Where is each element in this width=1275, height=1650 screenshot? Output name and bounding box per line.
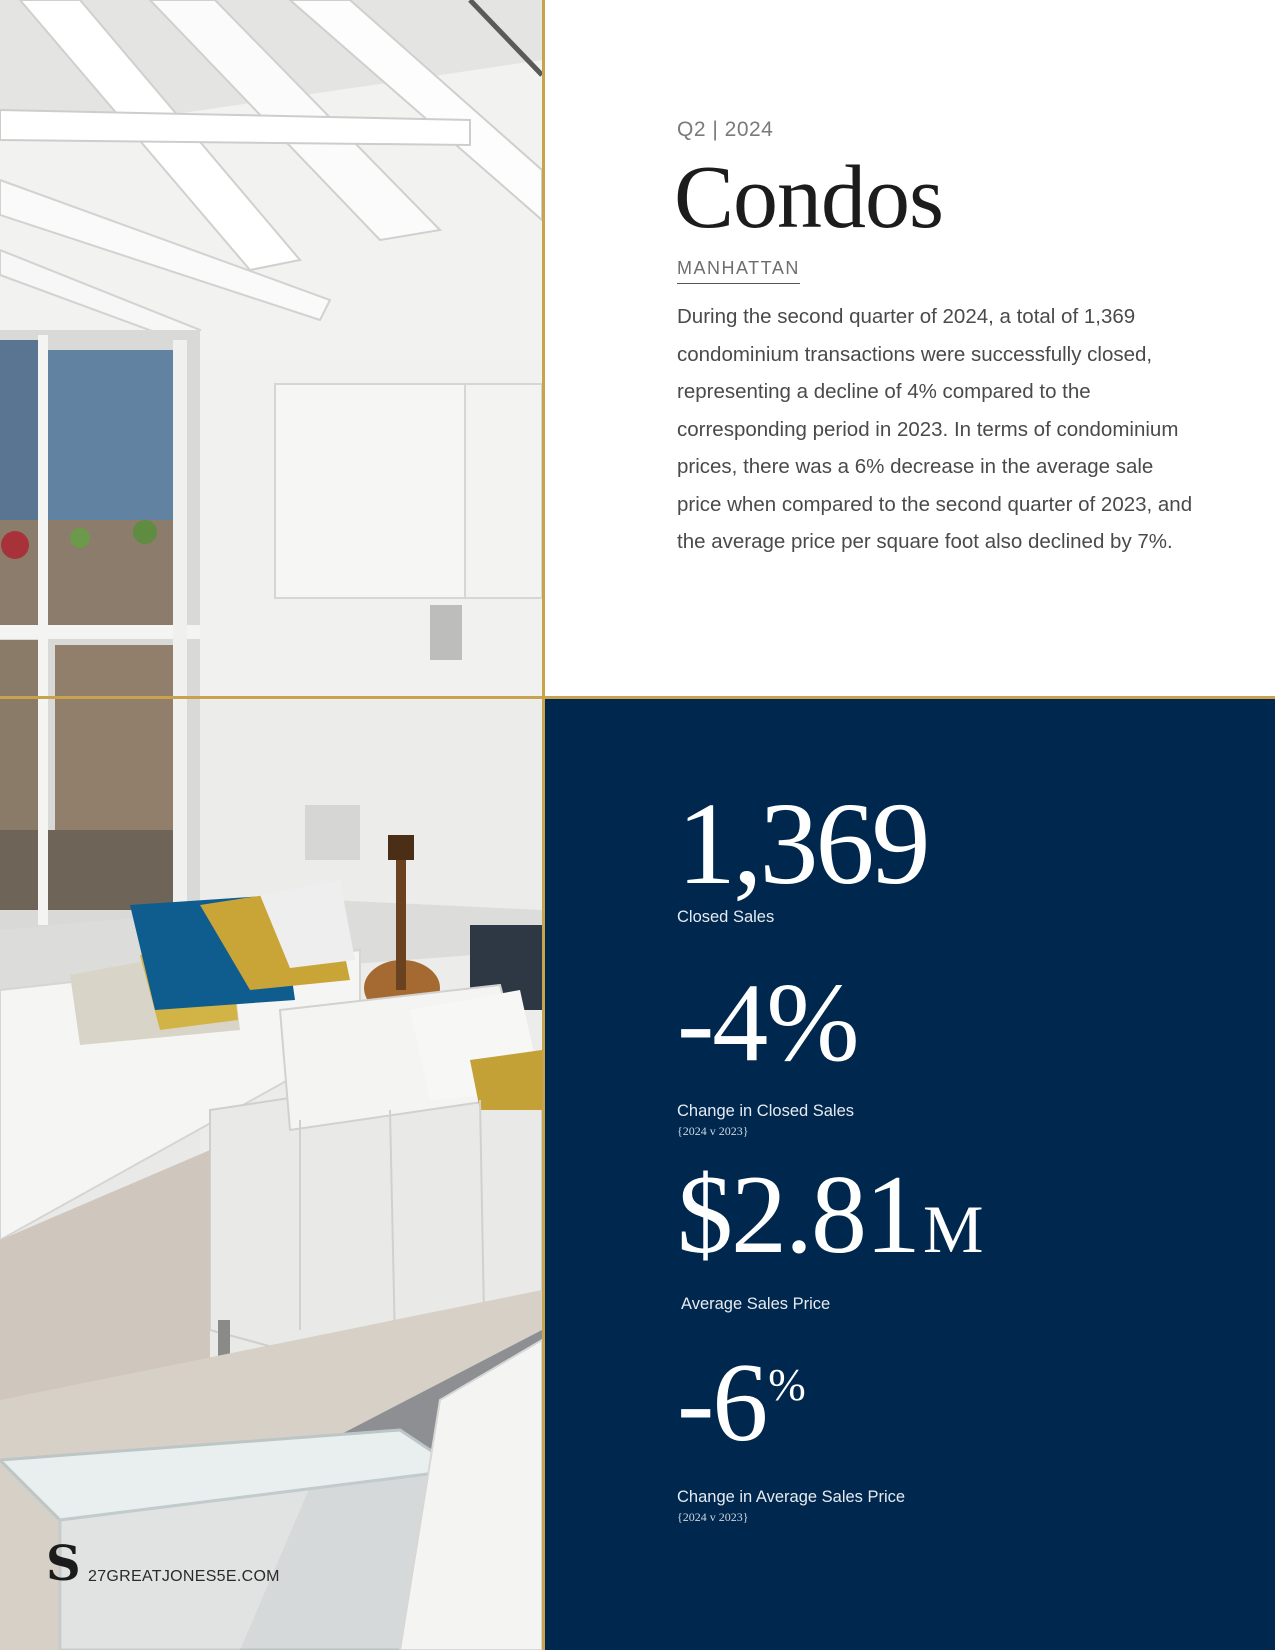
avg-price-change-comparison: {2024 v 2023} [677,1510,749,1524]
stats-panel [545,699,1275,1650]
avg-price-number: $2.81 [677,1153,919,1277]
report-period: Q2 | 2024 [677,118,774,141]
closed-sales-change-label: Change in Closed Sales [677,1102,855,1120]
avg-price-label: Average Sales Price [681,1295,831,1313]
avg-price-change-value [677,1341,804,1465]
page-title: Condos [674,148,944,247]
location-label: MANHATTAN [677,258,800,284]
closed-sales-value: 1,369 [677,778,928,909]
sothebys-logo-letter: S [46,1536,81,1592]
avg-price-change-label: Change in Average Sales Price [677,1488,906,1506]
interior-photo [0,0,542,1650]
closed-sales-change-value: -4% [677,961,858,1085]
closed-sales-change-comparison: {2024 v 2023} [677,1124,749,1138]
avg-price-value [677,1153,982,1277]
avg-price-unit: M [923,1191,982,1267]
market-summary-paragraph: During the second quarter of 2024, a total of 1,369 condominium transactions were successfully closed, representing a decline of 4% compared to the corresponding period in 2023. In terms of condominium prices, there was a 6% decrease in the average sale price when compared to the second quarter of 2023, and the average price per square foot also declined by 7%. [677,305,1193,553]
avg-price-change-number: -6 [677,1341,767,1465]
closed-sales-label: Closed Sales [677,908,775,926]
website-url[interactable]: 27GREATJONES5E.COM [88,1568,280,1585]
avg-price-change-unit: % [768,1360,804,1410]
